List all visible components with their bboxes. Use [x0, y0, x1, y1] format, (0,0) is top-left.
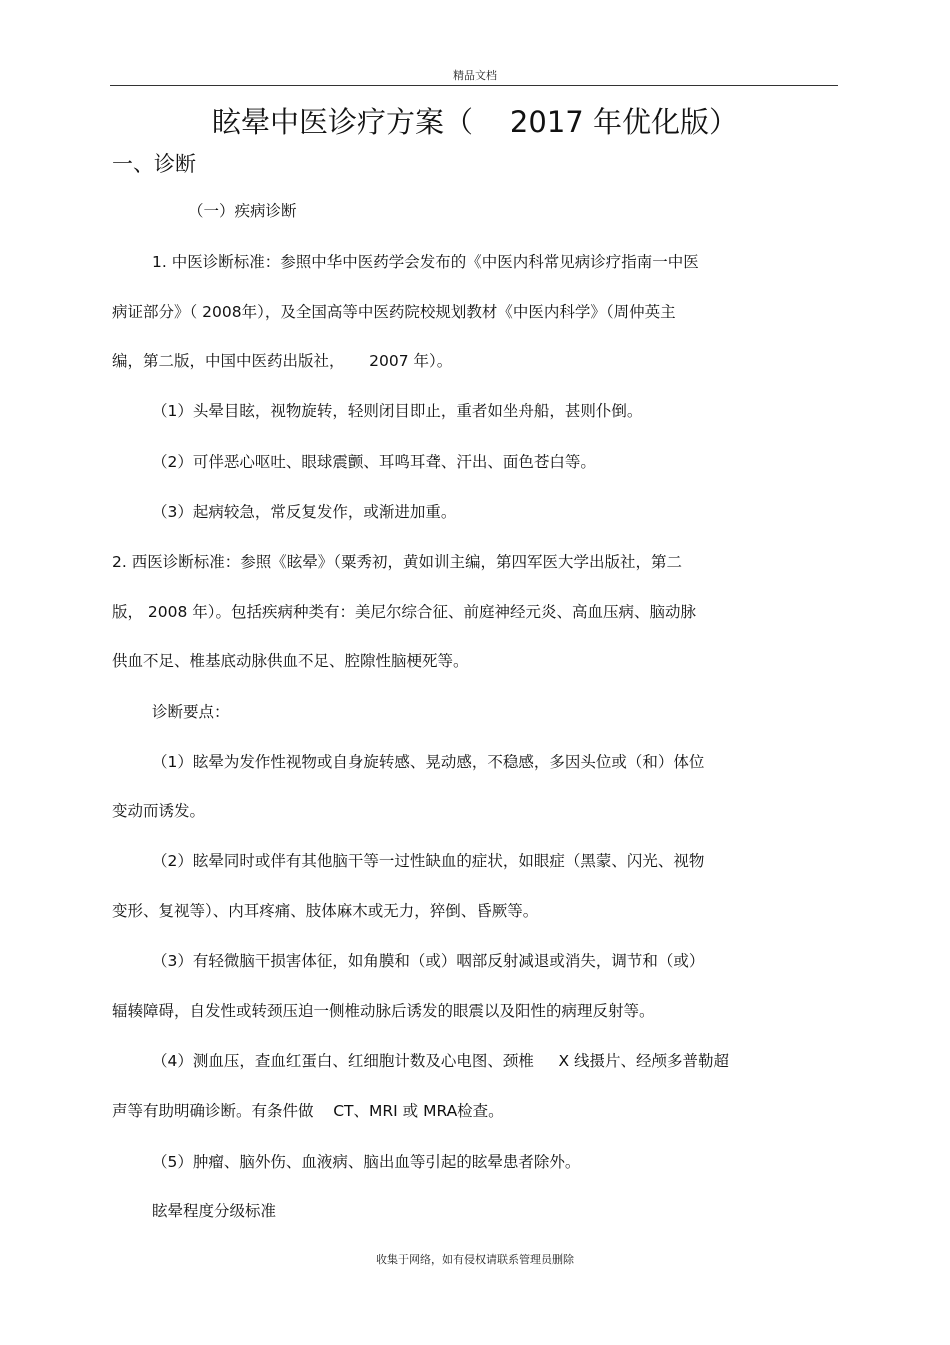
body-line: （4）测血压，查血红蛋白、红细胞计数及心电图、颈椎 X 线摄片、经颅多普勒超 [152, 1052, 730, 1070]
body-line: 变形、复视等）、内耳疼痛、肢体麻木或无力，猝倒、昏厥等。 [112, 902, 539, 920]
header-rule [110, 85, 838, 86]
body-line: （5）肿瘤、脑外伤、血液病、脑出血等引起的眩晕患者除外。 [152, 1153, 581, 1171]
body-line: 辐辏障碍，自发性或转颈压迫一侧椎动脉后诱发的眼震以及阳性的病理反射等。 [112, 1002, 655, 1020]
page-header: 精品文档 [453, 69, 497, 82]
body-line: （1）头晕目眩，视物旋转，轻则闭目即止，重者如坐舟船，甚则仆倒。 [152, 402, 643, 420]
body-line: 眩晕程度分级标准 [152, 1202, 277, 1220]
body-line: 声等有助明确诊断。有条件做 CT、MRI 或 MRA检查。 [112, 1102, 504, 1120]
body-line: 1. 中医诊断标准：参照中华中医药学会发布的《中医内科常见病诊疗指南一中医 [152, 253, 699, 271]
section-heading: 一、诊断 [112, 152, 196, 176]
body-line: （2）可伴恶心呕吐、眼球震颤、耳鸣耳聋、汗出、面色苍白等。 [152, 453, 596, 471]
document-title: 眩晕中医诊疗方案（ 2017 年优化版） [212, 105, 738, 139]
body-line: （3）起病较急，常反复发作，或渐进加重。 [152, 503, 457, 521]
body-line: 变动而诱发。 [112, 802, 206, 820]
page-footer: 收集于网络，如有侵权请联系管理员删除 [376, 1253, 574, 1266]
body-line: 2. 西医诊断标准：参照《眩晕》（粟秀初，黄如训主编，第四军医大学出版社，第二 [112, 553, 682, 571]
subsection-heading: （一）疾病诊断 [188, 202, 297, 220]
body-line: 诊断要点： [152, 703, 230, 721]
body-line: 病证部分》（ 2008年），及全国高等中医药院校规划教材《中医内科学》（周仲英主 [112, 303, 676, 321]
body-line: （3）有轻微脑干损害体征，如角膜和（或）咽部反射减退或消失，调节和（或） [152, 952, 705, 970]
body-line: （2）眩晕同时或伴有其他脑干等一过性缺血的症状，如眼症（黑蒙、闪光、视物 [152, 852, 705, 870]
body-line: 编，第二版，中国中医药出版社， 2007 年）。 [112, 352, 453, 370]
body-line: 版， 2008 年）。包括疾病种类有：美尼尔综合征、前庭神经元炎、高血压病、脑动脉 [112, 603, 697, 621]
body-line: 供血不足、椎基底动脉供血不足、腔隙性脑梗死等。 [112, 652, 469, 670]
body-line: （1）眩晕为发作性视物或自身旋转感、晃动感，不稳感，多因头位或（和）体位 [152, 753, 705, 771]
